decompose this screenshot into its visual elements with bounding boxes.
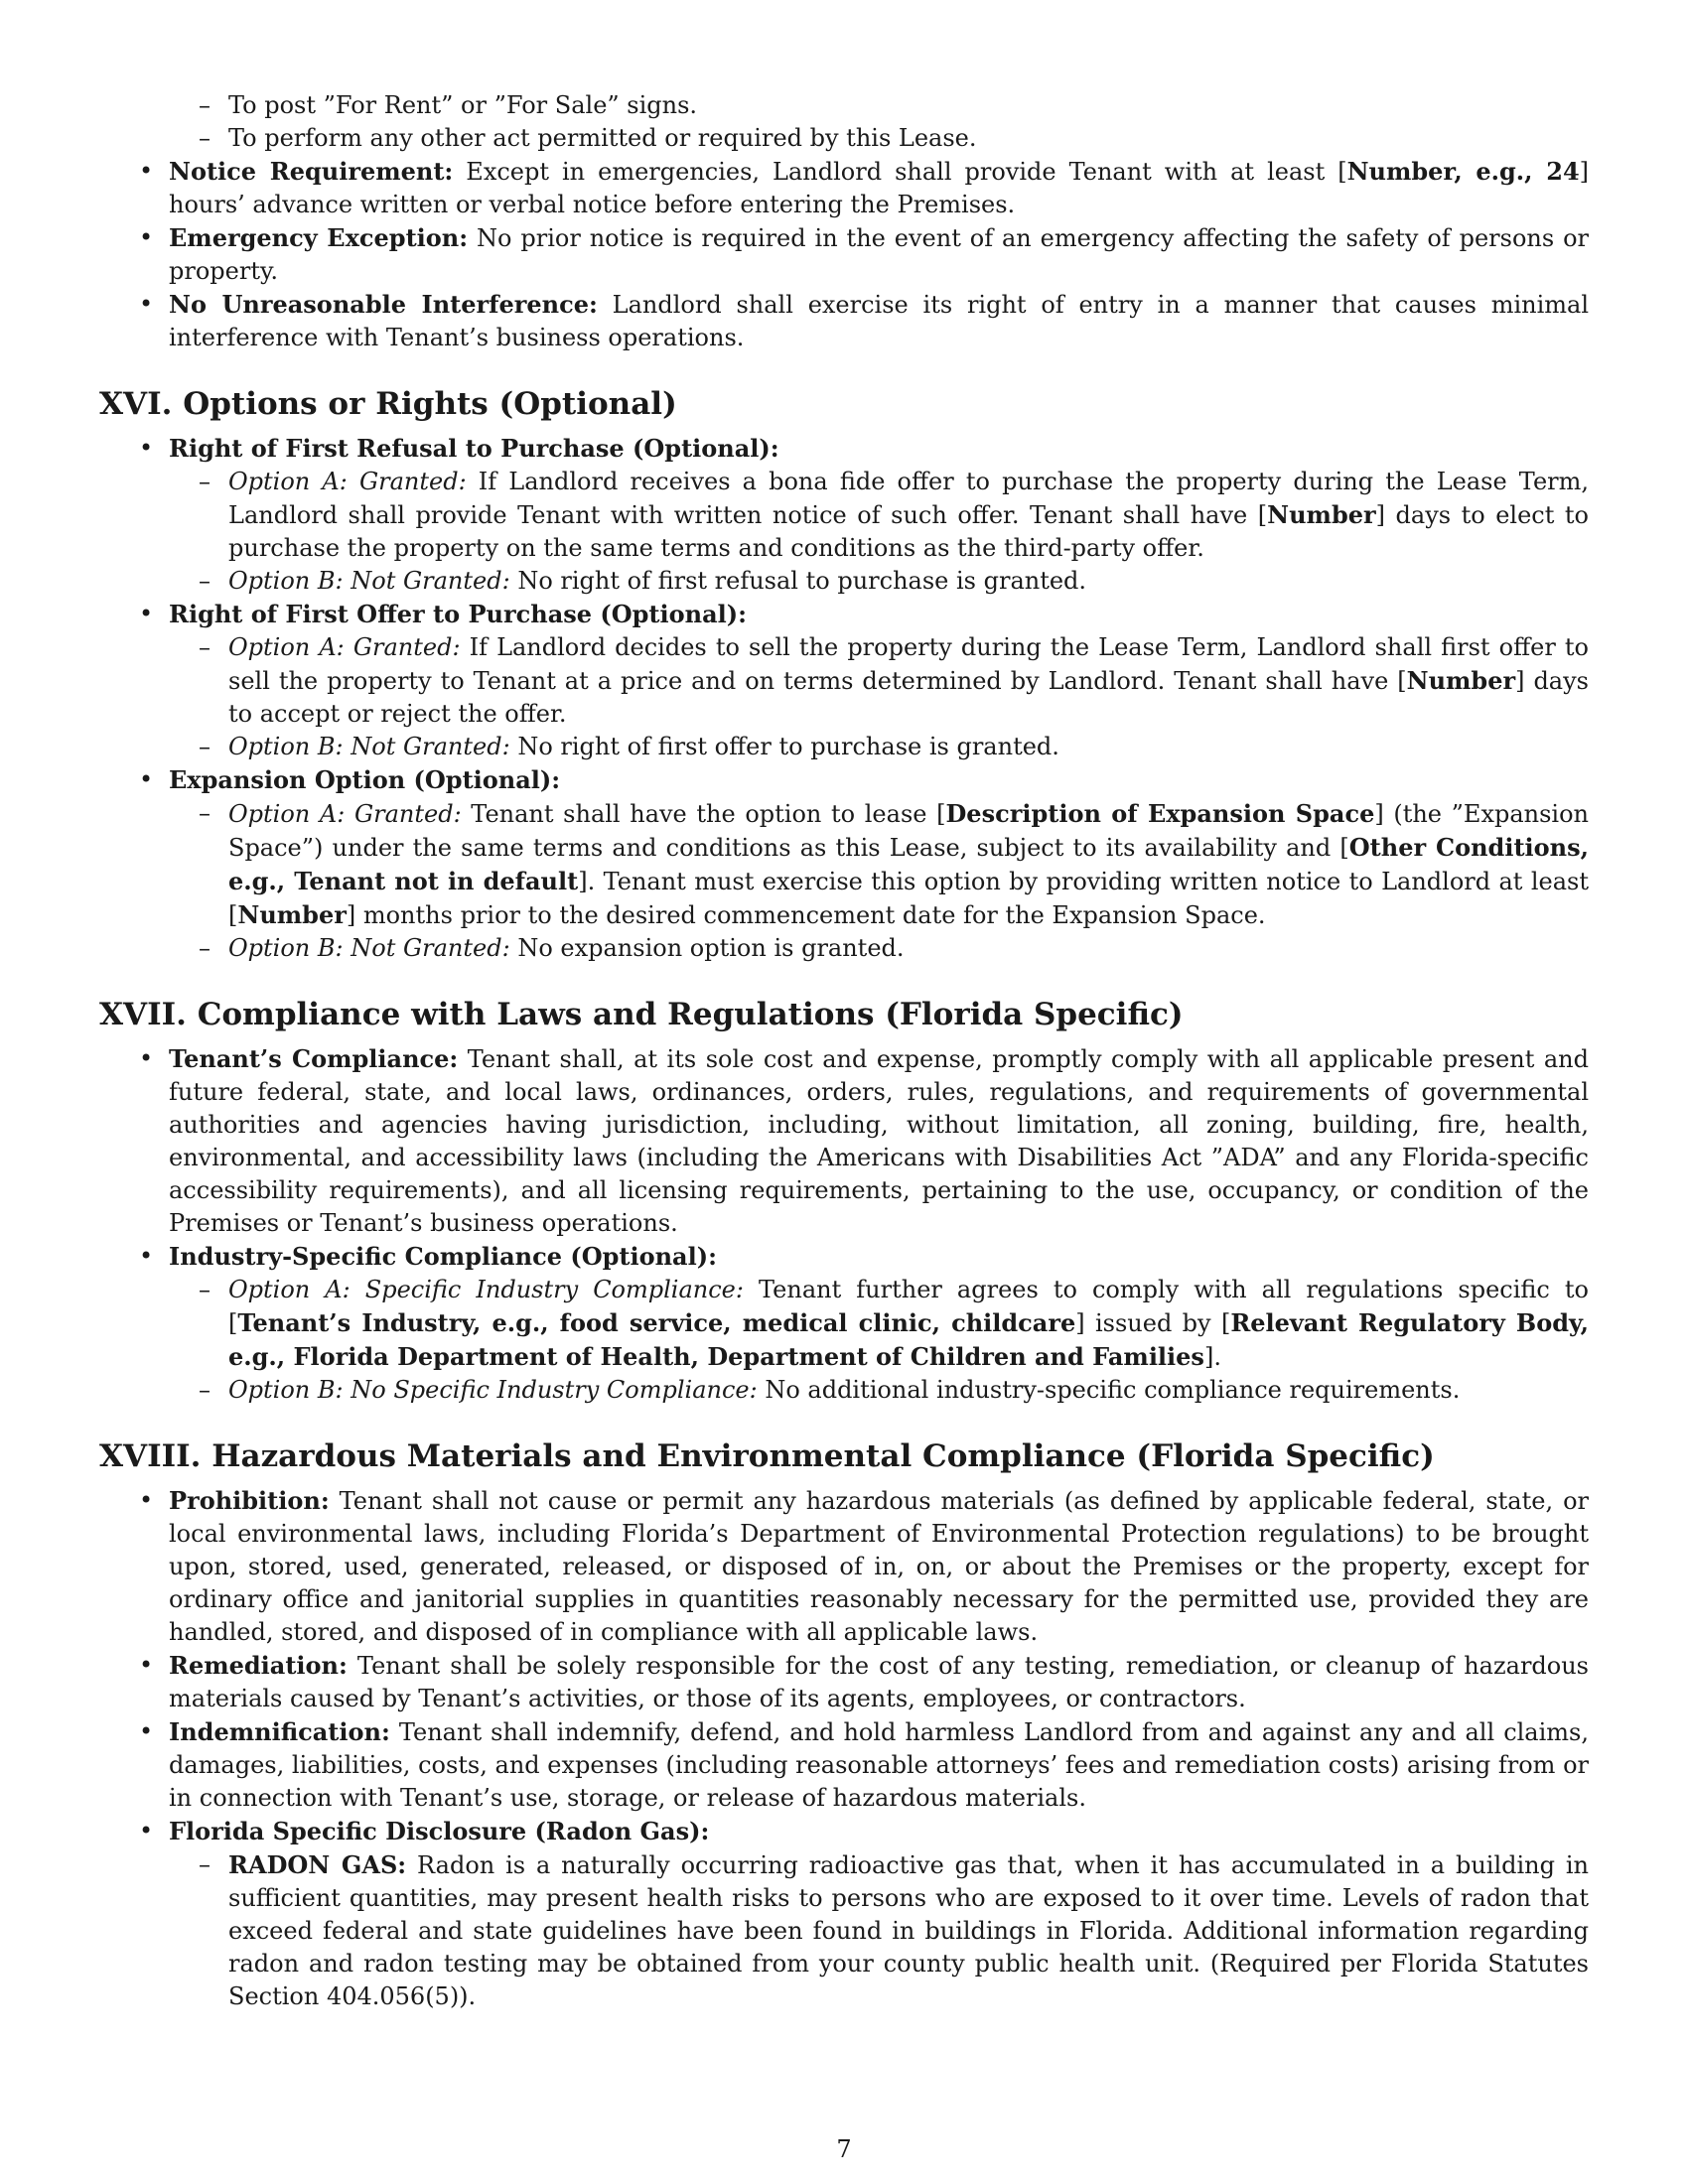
item-label: RADON GAS: <box>228 1850 407 1879</box>
option-b <box>169 1374 1589 1407</box>
option-a <box>169 466 1589 565</box>
placeholder-field: Number <box>1267 500 1376 529</box>
item-label: Right of First Offer to Purchase (Optional): <box>169 600 747 628</box>
item-text: ] days to elect to purchase the property on the same terms and conditions as the third-party offer. <box>228 501 1590 562</box>
item-text: ] months prior to the desired commencement date for the Expansion Space. <box>346 901 1266 929</box>
radon-gas-item <box>169 1848 1589 2013</box>
placeholder-field: Tenant’s Industry, e.g., food service, medical clinic, childcare <box>237 1308 1076 1337</box>
remediation-item <box>99 1649 1589 1715</box>
option-b <box>169 565 1589 598</box>
item-text: No right of first refusal to purchase is granted. <box>509 567 1087 595</box>
placeholder-field: Number <box>1406 666 1516 695</box>
no-interference-item <box>99 288 1589 354</box>
item-text: No expansion option is granted. <box>509 934 905 962</box>
item-text: ] days to accept or reject the offer. <box>228 667 1589 728</box>
item-text: If Landlord decides to sell the property during the Lease Term, Landlord shall first offer to sell the property to Tenant at a price and on terms determined by Landlord. Tenant shall have [ <box>228 633 1589 695</box>
option-label: Option A: Granted: <box>228 468 467 495</box>
section-heading-xvi: XVI. Options or Rights (Optional) <box>99 386 677 422</box>
item-text: ] issued by [ <box>1075 1309 1231 1337</box>
placeholder-field: Other Conditions, e.g., Tenant not in default <box>228 833 1589 895</box>
compliance-list <box>99 1042 1589 1407</box>
emergency-exception-item <box>99 221 1589 288</box>
rofo-options <box>169 631 1589 763</box>
document-page <box>99 89 1589 2013</box>
item-text: Radon is a naturally occurring radioactive gas that, when it has accumulated in a building in sufficient quantities, may present health risks to persons who are exposed to it over time. Levels of radon that exceed federal and state guidelines have been found in buildings in Florida. Additional information regarding radon and radon testing may be obtained from your county public health unit. (Required per Florida Statutes Section 404.056(5)). <box>228 1851 1589 2010</box>
item-label: No Unreasonable Interference: <box>169 290 598 319</box>
item-text: No prior notice is required in the event of an emergency affecting the safety of persons or property. <box>169 224 1589 285</box>
entry-rights-list <box>99 89 1589 155</box>
item-text: ]. <box>1203 1343 1221 1371</box>
option-label: Option B: Not Granted: <box>228 567 510 595</box>
hazardous-materials-list <box>99 1484 1589 2013</box>
item-label: Emergency Exception: <box>169 223 469 252</box>
notice-requirement-item <box>99 155 1589 221</box>
list-item: – To post ”For Rent” or ”For Sale” signs. <box>169 89 1589 122</box>
item-text: Tenant shall, at its sole cost and expense, promptly comply with all applicable present and future federal, state, and local laws, ordinances, orders, rules, regulations, and requirements of governmental authorities and agencies having jurisdiction, including, without limitation, all zoning, building, fire, health, environmental, and accessibility laws (including the Americans with Disabilities Act ”ADA” and any Florida-specific accessibility requirements), and all licensing requirements, pertaining to the use, occupancy, or condition of the Premises or Tenant’s business operations. <box>169 1045 1589 1237</box>
prohibition-item <box>99 1484 1589 1649</box>
placeholder-field: Number, e.g., 24 <box>1346 157 1580 186</box>
item-label: Expansion Option (Optional): <box>169 765 561 794</box>
item-text: Tenant shall indemnify, defend, and hold harmless Landlord from and against any and all claims, damages, liabilities, costs, and expenses (including reasonable attorneys’ fees and remediation costs) arising from or in connection with Tenant’s use, storage, or release of hazardous materials. <box>169 1718 1589 1812</box>
page-number: 7 <box>836 2135 852 2163</box>
item-label: Indemnification: <box>169 1717 390 1746</box>
expansion-option-item <box>99 763 1589 965</box>
option-label: Option B: Not Granted: <box>228 934 510 962</box>
item-label: Tenant’s Compliance: <box>169 1044 459 1073</box>
section-heading-xviii: XVIII. Hazardous Materials and Environmental Compliance (Florida Specific) <box>99 1438 1435 1474</box>
item-text: Except in emergencies, Landlord shall provide Tenant with at least [ <box>453 158 1347 186</box>
option-b <box>169 731 1589 763</box>
radon-sublist <box>169 1848 1589 2013</box>
industry-compliance-item <box>99 1240 1589 1407</box>
item-text: Landlord shall exercise its right of entry in a manner that causes minimal interference with Tenant’s business operations. <box>169 291 1590 351</box>
entry-terms-list <box>99 155 1589 354</box>
item-text: No additional industry-specific compliance requirements. <box>757 1376 1461 1404</box>
radon-disclosure-item <box>99 1815 1589 2013</box>
option-label: Option A: Specific Industry Compliance: <box>228 1276 744 1303</box>
list-item: – To perform any other act permitted or required by this Lease. <box>169 122 1589 155</box>
item-text: No right of first offer to purchase is granted. <box>509 733 1059 760</box>
tenant-compliance-item <box>99 1042 1589 1240</box>
item-text: Tenant shall be solely responsible for the cost of any testing, remediation, or cleanup of hazardous materials caused by Tenant’s activities, or those of its agents, employees, or contractors. <box>169 1652 1589 1712</box>
list-item <box>99 89 1589 155</box>
option-label: Option A: Granted: <box>228 800 462 828</box>
industry-options <box>169 1274 1589 1407</box>
item-label: Prohibition: <box>169 1486 330 1515</box>
item-text: Tenant shall not cause or permit any hazardous materials (as defined by applicable federal, state, or local environmental laws, including Florida’s Department of Environmental Protection regulations) to be brought upon, stored, used, generated, released, or disposed of in, on, or about the Premises or the property, except for ordinary office and janitorial supplies in quantities reasonably necessary for the permitted use, provided they are handled, stored, and disposed of in compliance with all applicable laws. <box>169 1487 1589 1646</box>
item-label: Notice Requirement: <box>169 157 454 186</box>
item-text: ] hours’ advance written or verbal notice before entering the Premises. <box>169 158 1590 218</box>
indemnification-item <box>99 1715 1589 1815</box>
option-label: Option A: Granted: <box>228 633 461 661</box>
option-a <box>169 1274 1589 1374</box>
rofr-item <box>99 432 1589 598</box>
rofr-options <box>169 466 1589 598</box>
option-label: Option B: Not Granted: <box>228 733 510 760</box>
placeholder-field: Number <box>237 900 347 929</box>
rofo-item <box>99 598 1589 763</box>
item-label: Industry-Specific Compliance (Optional): <box>169 1242 717 1271</box>
item-label: Florida Specific Disclosure (Radon Gas): <box>169 1817 710 1845</box>
placeholder-field: Relevant Regulatory Body, e.g., Florida Department of Health, Department of Children and Families <box>228 1308 1590 1371</box>
expansion-options <box>169 797 1589 965</box>
item-label: Remediation: <box>169 1651 348 1680</box>
placeholder-field: Description of Expansion Space <box>945 799 1375 828</box>
option-a <box>169 797 1589 932</box>
option-label: Option B: No Specific Industry Compliance: <box>228 1376 758 1404</box>
item-label: Right of First Refusal to Purchase (Optional): <box>169 434 779 463</box>
item-text: ]. Tenant must exercise this option by providing written notice to Landlord at least [ <box>228 868 1589 929</box>
item-text: If Landlord receives a bona fide offer to purchase the property during the Lease Term, Landlord shall provide Tenant with written notice of such offer. Tenant shall have [ <box>228 468 1590 529</box>
option-b <box>169 932 1589 965</box>
item-text: ] (the ”Expansion Space”) under the same terms and conditions as this Lease, subject to its availability and [ <box>228 800 1590 862</box>
item-text: Tenant further agrees to comply with all regulations specific to [ <box>228 1276 1589 1337</box>
option-a <box>169 631 1589 731</box>
item-text: Tenant shall have the option to lease [ <box>461 800 946 828</box>
entry-purposes-sublist <box>169 89 1589 155</box>
options-rights-list <box>99 432 1589 965</box>
section-heading-xvii: XVII. Compliance with Laws and Regulations (Florida Specific) <box>99 997 1184 1032</box>
